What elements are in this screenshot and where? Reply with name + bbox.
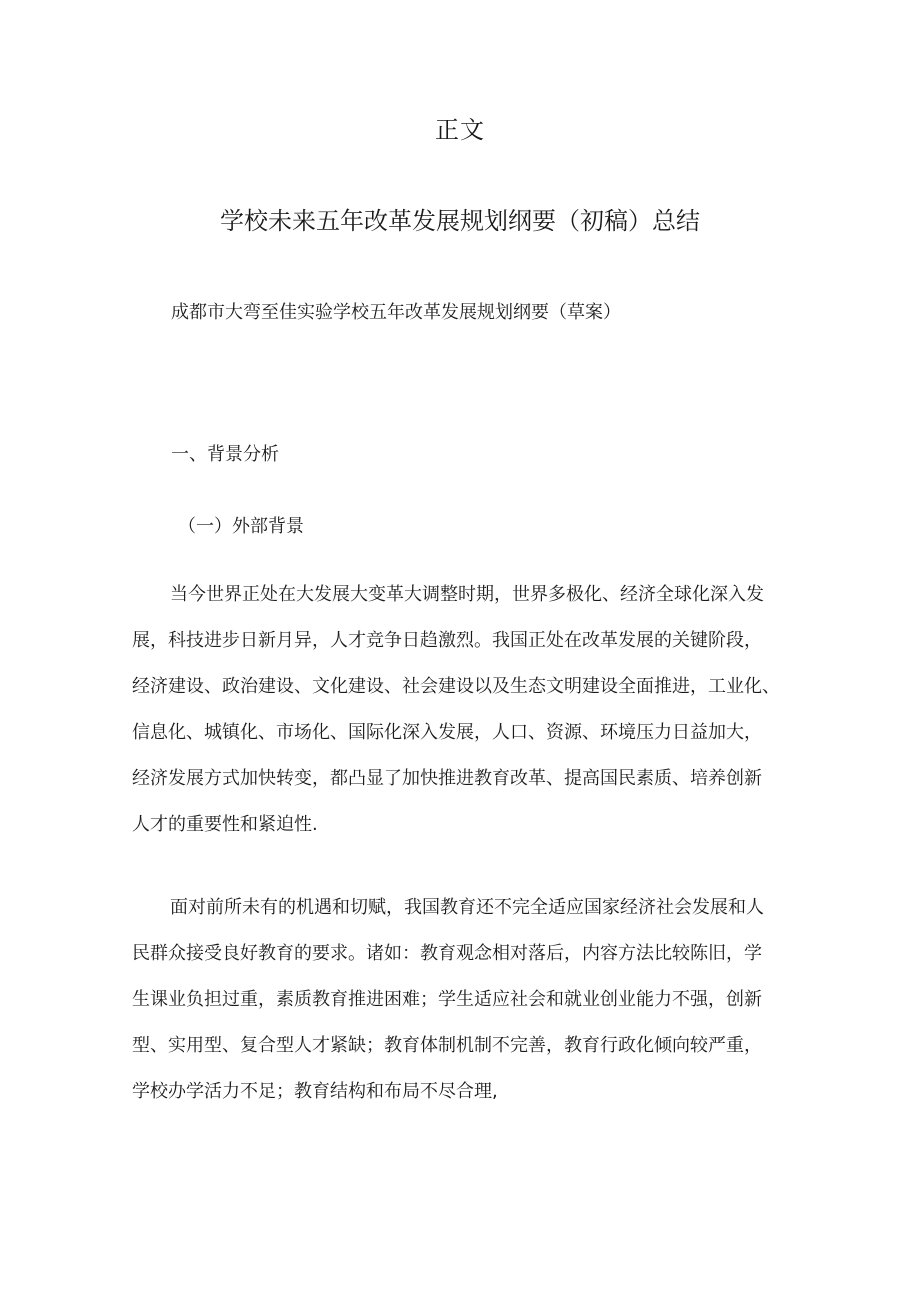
document-subtitle: 成都市大弯至佳实验学校五年改革发展规划纲要（草案） [171,302,621,323]
paragraph-line: 经济建设、政治建设、文化建设、社会建设以及生态文明建设全面推进，工业化、 [132,676,780,697]
paragraph-line: 生课业负担过重，素质教育推进困难；学生适应社会和就业创业能力不强，创新 [132,989,762,1010]
paragraph-line: 当今世界正处在大发展大变革大调整时期，世界多极化、经济全球化深入发 [170,584,764,605]
document-heading: 正文 [435,116,485,144]
paragraph-line: 信息化、城镇化、市场化、国际化深入发展，人口、资源、环境压力日益加大， [132,722,762,743]
paragraph-line: 面对前所未有的机遇和切赋，我国教育还不完全适应国家经济社会发展和人 [170,897,764,918]
paragraph-line: 学校办学活力不足；教育结构和布局不尽合理, [132,1081,498,1102]
document-title: 学校未来五年改革发展规划纲要（初稿）总结 [220,207,700,235]
paragraph-education-challenges [132,895,792,1125]
section-heading-background: 一、背景分析 [171,444,279,465]
paragraph-line: 展，科技进步日新月异，人才竞争日趋激烈。我国正处在改革发展的关键阶段， [132,630,762,651]
paragraph-external-background [132,582,792,858]
paragraph-line: 民群众接受良好教育的要求。诸如：教育观念相对落后，内容方法比较陈旧，学 [132,943,762,964]
paragraph-line: 经济发展方式加快转变，都凸显了加快推进教育改革、提高国民素质、培养创新 [132,768,762,789]
paragraph-line: 型、实用型、复合型人才紧缺；教育体制机制不完善，教育行政化倾向较严重， [132,1035,762,1056]
subsection-heading-external: （一）外部背景 [178,516,304,537]
paragraph-line: 人才的重要性和紧迫性. [132,814,318,835]
